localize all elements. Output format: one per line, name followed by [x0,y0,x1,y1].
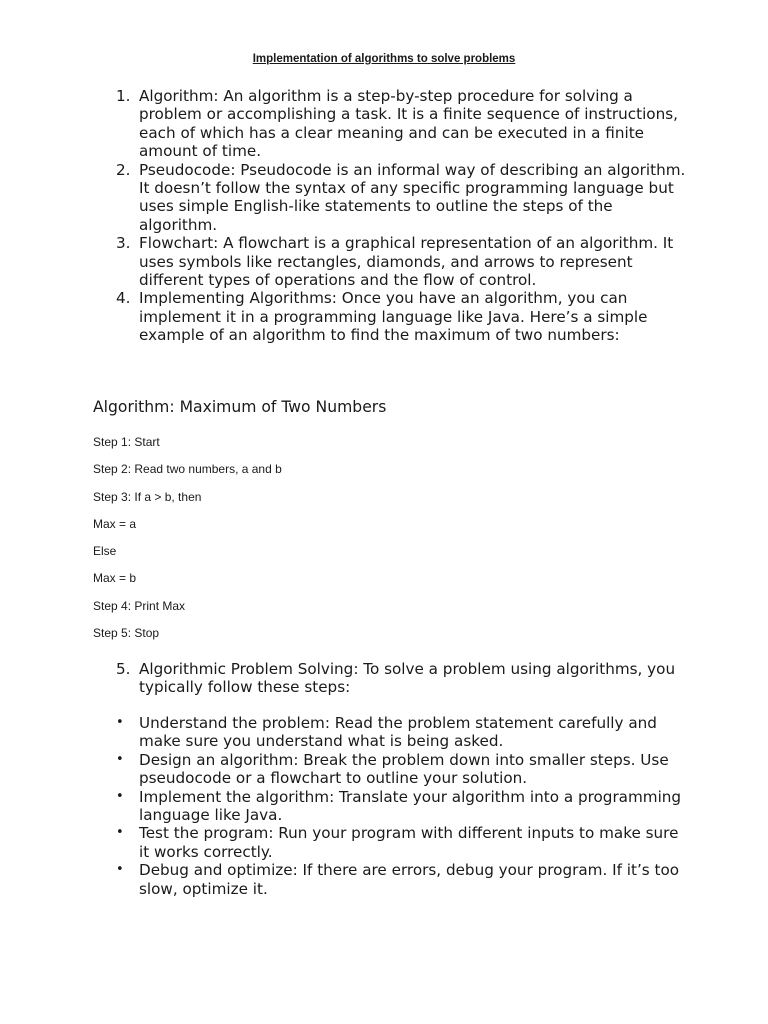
bullet-item [0,788,690,825]
bullet-icon: • [116,788,124,804]
bullet-text: Debug and optimize: If there are errors, debug your program. If it’s too slow, optimize it. [139,861,680,898]
list-number: 1. [116,87,131,105]
list-item [0,87,690,161]
step-line: Step 5: Stop [93,626,160,641]
bullet-icon: • [116,715,124,730]
list-item-text: Algorithmic Problem Solving: To solve a problem using algorithms, you typically follow these steps: [139,660,676,697]
step-line: Max = a [93,516,137,531]
bullet-icon: • [116,862,124,878]
numbered-list-continued [0,660,690,697]
bullet-item [0,751,690,788]
example-heading: Algorithm: Maximum of Two Numbers [93,398,387,416]
bullet-item [0,861,690,898]
bullet-item [0,824,690,861]
list-number: 4. [116,289,131,308]
step-line: Step 4: Print Max [93,598,186,613]
list-item [0,161,690,235]
list-number: 2. [116,160,131,179]
algorithm-steps [93,434,282,652]
step-line: Step 3: If a > b, then [93,489,202,504]
list-number: 5. [116,660,131,678]
bullet-text: Implement the algorithm: Translate your algorithm into a programming language like Java. [139,787,682,825]
bullet-icon: • [116,825,124,841]
document-title: Implementation of algorithms to solve problems [252,53,516,65]
list-item [0,234,690,289]
bullet-list [0,714,690,898]
list-item [0,660,690,697]
list-item-text: Pseudocode: Pseudocode is an informal way of describing an algorithm. It doesn’t follow the syntax of any specific programming language but uses simple English-like statements to outline the steps of the algorithm. [139,160,686,234]
list-item-text: Flowchart: A flowchart is a graphical representation of an algorithm. It uses symbols like rectangles, diamonds, and arrows to represent different types of operations and the flow of control. [139,234,674,290]
numbered-list [0,87,690,345]
bullet-text: Test the program: Run your program with different inputs to make sure it works correctly. [139,824,679,861]
step-line: Step 1: Start [93,435,160,449]
step-line: Step 2: Read two numbers, a and b [93,462,282,477]
bullet-item [0,714,690,751]
bullet-text: Understand the problem: Read the problem statement carefully and make sure you understand what is being asked. [139,714,657,751]
step-line: Max = b [93,571,137,586]
bullet-text: Design an algorithm: Break the problem down into smaller steps. Use pseudocode or a flowchart to outline your solution. [139,750,669,788]
bullet-icon: • [116,751,124,767]
list-item-text: Algorithm: An algorithm is a step-by-step procedure for solving a problem or accomplishing a task. It is a finite sequence of instructions, each of which has a clear meaning and can be executed in a finite amount of time. [139,87,678,161]
list-item-text: Implementing Algorithms: Once you have an algorithm, you can implement it in a programming language like Java. Here’s a simple example of an algorithm to find the maximum of two numbers: [139,289,648,345]
list-item [0,289,690,344]
step-line: Else [93,544,117,559]
list-number: 3. [116,234,131,253]
